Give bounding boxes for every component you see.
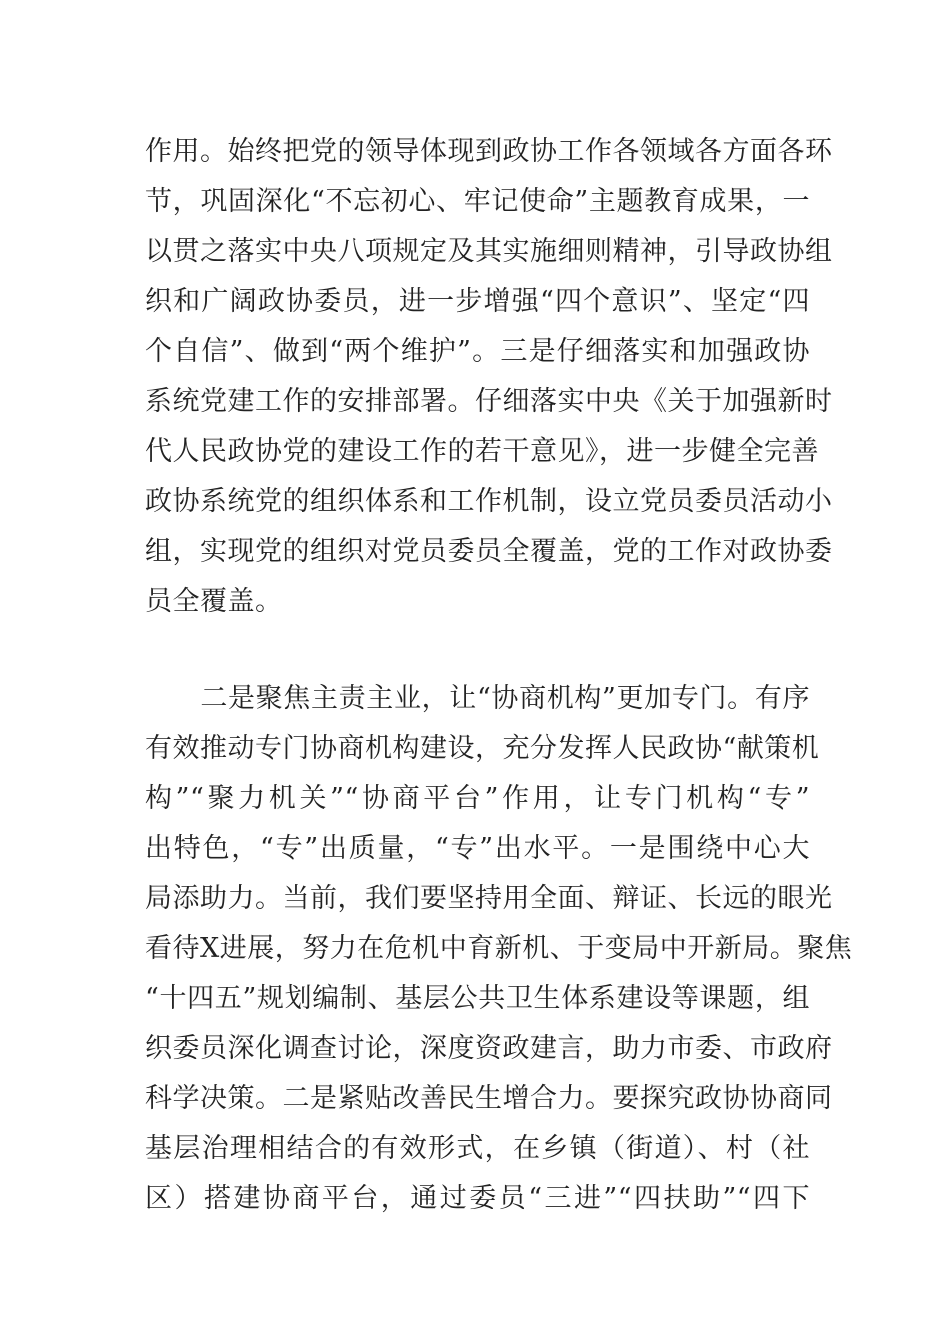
paragraph-line: 局添助力。当前，我们要坚持用全面、辩证、长远的眼光	[145, 883, 833, 914]
paragraph-line: “十四五”规划编制、基层公共卫生体系建设等课题，组	[145, 983, 810, 1014]
paragraph-line: 二是聚焦主责主业，让“协商机构”更加专门。有序	[145, 683, 810, 714]
paragraph-line: 政协系统党的组织体系和工作机制，设立党员委员活动小	[145, 486, 833, 517]
paragraph-line: 以贯之落实中央八项规定及其实施细则精神，引导政协组	[145, 236, 833, 267]
paragraph-1	[145, 127, 833, 627]
paragraph-line: 个自信”、做到“两个维护”。三是仔细落实和加强政协	[145, 336, 810, 367]
paragraph-line: 作用。始终把党的领导体现到政协工作各领域各方面各环	[145, 136, 833, 167]
paragraph-line: 看待X进展，努力在危机中育新机、于变局中开新局。聚焦	[145, 933, 853, 964]
paragraph-line: 出特色，“专”出质量，“专”出水平。一是围绕中心大	[145, 833, 810, 864]
paragraph-line: 组，实现党的组织对党员委员全覆盖，党的工作对政协委	[145, 536, 833, 567]
paragraph-line: 基层治理相结合的有效形式，在乡镇（街道）、村（社	[145, 1133, 810, 1164]
paragraph-line: 节，巩固深化“不忘初心、牢记使命”主题教育成果，一	[145, 186, 810, 217]
paragraph-line: 有效推动专门协商机构建设，充分发挥人民政协“献策机	[145, 733, 820, 764]
paragraph-line: 织委员深化调查讨论，深度资政建言，助力市委、市政府	[145, 1033, 833, 1064]
paragraph-line: 员全覆盖。	[145, 586, 283, 617]
paragraph-line: 代人民政协党的建设工作的若干意见》，进一步健全完善	[145, 436, 819, 467]
paragraph-line: 系统党建工作的安排部署。仔细落实中央《关于加强新时	[145, 386, 833, 417]
paragraph-line: 区）搭建协商平台，通过委员“三进”“四扶助”“四下	[145, 1183, 810, 1214]
paragraph-line: 织和广阔政协委员，进一步增强“四个意识”、坚定“四	[145, 286, 810, 317]
paragraph-line: 科学决策。二是紧贴改善民生增合力。要探究政协协商同	[145, 1083, 833, 1114]
paragraph-line: 构”“聚力机关”“协商平台”作用，让专门机构“专”	[145, 783, 810, 814]
paragraph-2	[145, 674, 853, 1224]
